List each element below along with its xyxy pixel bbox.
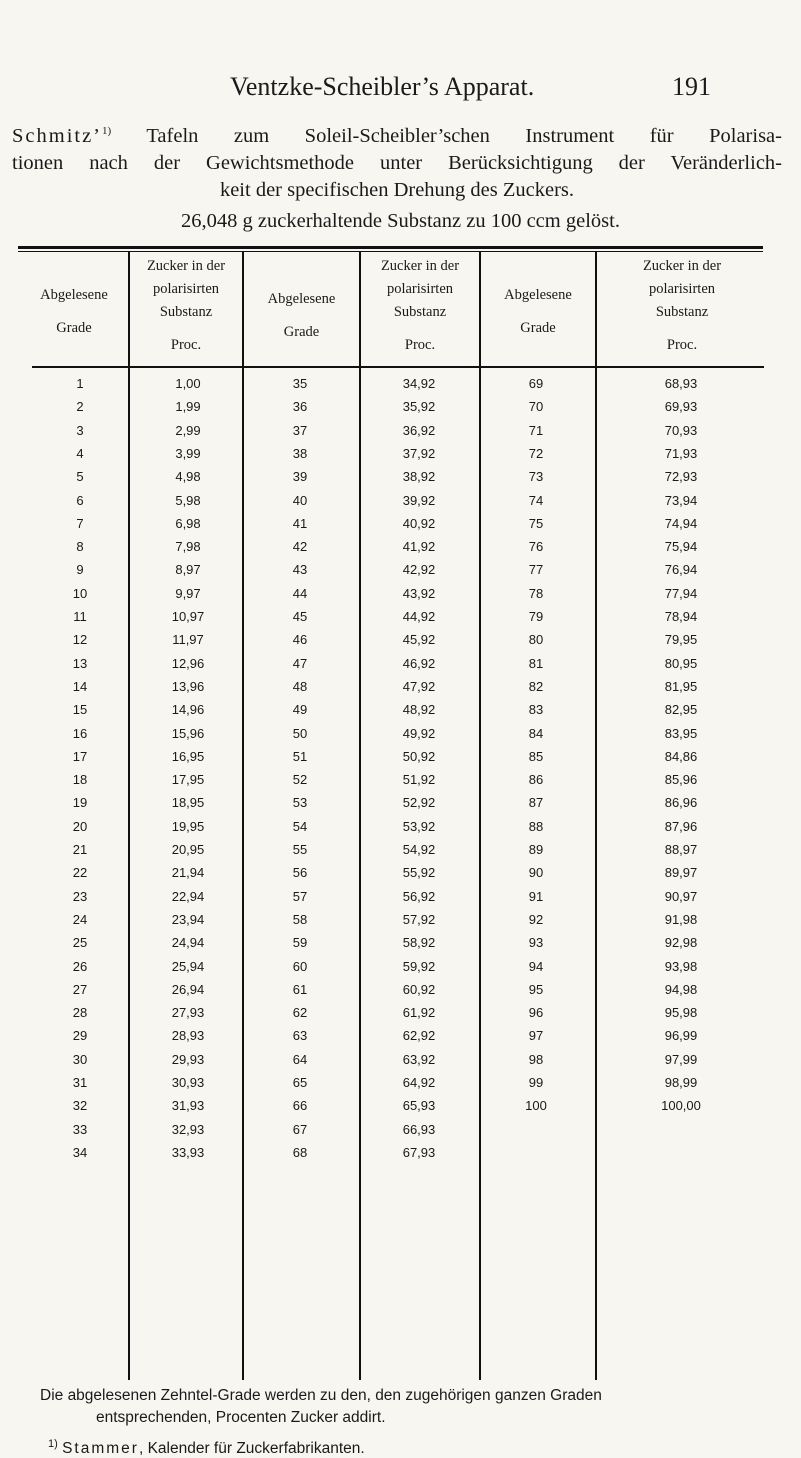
table-cell: 44	[292, 585, 308, 601]
table-cell: 80,95	[664, 655, 698, 671]
table-row	[0, 819, 801, 840]
table-cell: 50	[292, 725, 308, 741]
table-row	[0, 399, 801, 420]
table-cell: 34	[72, 1144, 88, 1160]
table-cell: 32,93	[171, 1121, 205, 1137]
table-cell: 60,92	[402, 981, 436, 997]
table-cell: 3	[76, 422, 84, 438]
table-cell: 13	[72, 655, 88, 671]
table-row	[0, 656, 801, 677]
table-row	[0, 1075, 801, 1096]
table-row	[0, 1028, 801, 1049]
table-cell: 5	[76, 469, 84, 485]
table-row	[0, 1005, 801, 1026]
table-cell: 51,92	[402, 772, 436, 788]
table-row	[0, 912, 801, 933]
table-row	[0, 423, 801, 444]
column-header: Abgelesene Grade	[267, 291, 336, 340]
table-cell: 100	[525, 1098, 547, 1114]
table-cell: 43,92	[402, 585, 436, 601]
table-cell: 45,92	[402, 632, 436, 648]
table-cell: 81,95	[664, 678, 698, 694]
table-cell: 53,92	[402, 818, 436, 834]
table-cell: 56,92	[402, 888, 436, 904]
table-cell: 15,96	[171, 725, 205, 741]
table-cell: 58,92	[402, 935, 436, 951]
table-cell: 10,97	[171, 609, 205, 624]
table-cell: 46	[292, 632, 308, 648]
table-cell: 19	[72, 795, 88, 811]
table-cell: 30,93	[171, 1075, 205, 1090]
table-cell: 100,00	[661, 1098, 701, 1114]
table-cell: 80	[528, 632, 544, 648]
table-cell: 78,94	[664, 609, 698, 624]
table-cell: 57,92	[402, 911, 436, 927]
table-cell: 84,86	[664, 748, 698, 764]
table-row	[0, 772, 801, 793]
table-cell: 73,94	[664, 492, 698, 508]
table-cell: 18	[72, 772, 88, 788]
table-cell: 62	[292, 1005, 308, 1021]
table-cell: 35,92	[402, 399, 436, 415]
table-cell: 3,99	[175, 445, 201, 461]
table-cell: 52,92	[402, 795, 436, 811]
footnote-marker: 1)	[102, 125, 112, 137]
table-cell: 23	[72, 888, 88, 904]
table-cell: 72,93	[664, 469, 698, 485]
table-cell: 39,92	[402, 492, 436, 508]
table-cell: 29	[72, 1028, 88, 1044]
table-cell: 26	[72, 958, 88, 974]
table-cell: 28,93	[171, 1028, 205, 1044]
table-cell: 62,92	[402, 1028, 436, 1044]
table-cell: 68,93	[664, 376, 698, 391]
table-cell: 16	[72, 725, 88, 741]
table-cell: 87,96	[664, 818, 698, 834]
column-header: Zucker in der polarisirten Substanz Proc.	[146, 258, 226, 353]
table-cell: 41,92	[402, 539, 436, 555]
table-row	[0, 586, 801, 607]
table-cell: 6	[76, 492, 84, 508]
table-cell: 75	[528, 515, 544, 531]
table-cell: 81	[528, 655, 544, 671]
intro-paragraph	[12, 118, 782, 204]
table-cell: 18,95	[171, 795, 205, 811]
table-cell: 42,92	[402, 562, 436, 578]
table-cell: 21,94	[171, 865, 205, 881]
table-cell: 77	[528, 562, 544, 578]
table-cell: 43	[292, 562, 308, 578]
table-cell: 79,95	[664, 632, 698, 648]
table-cell: 37,92	[402, 445, 436, 461]
table-cell: 47	[292, 655, 308, 671]
table-cell: 84	[528, 725, 544, 741]
table-cell: 79	[528, 609, 544, 624]
table-cell: 21	[72, 842, 88, 857]
table-cell: 64,92	[402, 1075, 436, 1090]
table-row	[0, 795, 801, 816]
table-cell: 97,99	[664, 1051, 698, 1067]
table-cell: 96,99	[664, 1028, 698, 1044]
table-cell: 82	[528, 678, 544, 694]
table-cell: 31,93	[171, 1098, 205, 1114]
table-cell: 61	[292, 981, 308, 997]
table-cell: 19,95	[171, 818, 205, 834]
table-cell: 63	[292, 1028, 308, 1044]
table-cell: 63,92	[402, 1051, 436, 1067]
table-cell: 22	[72, 865, 88, 881]
table-cell: 42	[292, 539, 308, 555]
table-cell: 45	[292, 609, 308, 624]
table-cell: 65	[292, 1075, 308, 1090]
table-cell: 61,92	[402, 1005, 436, 1021]
table-row	[0, 935, 801, 956]
table-cell: 64	[292, 1051, 308, 1067]
table-cell: 56	[292, 865, 308, 881]
table-cell: 25,94	[171, 958, 205, 974]
table-cell: 17,95	[171, 772, 205, 788]
table-cell: 38,92	[402, 469, 436, 485]
table-cell: 91	[528, 888, 544, 904]
table-cell: 7,98	[175, 539, 201, 555]
table-cell: 65,93	[402, 1098, 436, 1114]
table-cell: 36	[292, 399, 308, 415]
table-cell: 46,92	[402, 655, 436, 671]
table-cell: 93,98	[664, 958, 698, 974]
table-cell: 4,98	[175, 469, 201, 485]
table-cell: 78	[528, 585, 544, 601]
table-cell: 98	[528, 1051, 544, 1067]
table-row	[0, 1122, 801, 1143]
table-cell: 32	[72, 1098, 88, 1114]
table-cell: 69,93	[664, 399, 698, 415]
table-row	[0, 702, 801, 723]
table-cell: 33	[72, 1121, 88, 1137]
table-cell: 22,94	[171, 888, 205, 904]
table-cell: 34,92	[402, 376, 436, 391]
table-cell: 67	[292, 1121, 308, 1137]
table-top-rule	[18, 246, 763, 249]
table-row	[0, 1098, 801, 1119]
table-cell: 49,92	[402, 725, 436, 741]
table-cell: 83	[528, 702, 544, 718]
table-cell: 24	[72, 911, 88, 927]
table-cell: 86,96	[664, 795, 698, 811]
table-cell: 1,99	[175, 399, 201, 415]
table-cell: 25	[72, 935, 88, 951]
table-row	[0, 376, 801, 397]
intro-author: Schmitz’	[12, 124, 103, 147]
table-cell: 89,97	[664, 865, 698, 881]
table-cell: 47,92	[402, 678, 436, 694]
table-cell: 90,97	[664, 888, 698, 904]
table-cell: 73	[528, 469, 544, 485]
table-row	[0, 726, 801, 747]
table-cell: 87	[528, 795, 544, 811]
table-note: Die abgelesenen Zehntel-Grade werden zu den, den zugehörigen ganzen Graden entsprechenden, Procenten Zucker addirt.	[40, 1387, 602, 1426]
table-cell: 70	[528, 399, 544, 415]
table-cell: 51	[292, 748, 308, 764]
table-cell: 75,94	[664, 539, 698, 555]
table-subtitle: 26,048 g zuckerhaltende Substanz zu 100 ccm gelöst.	[181, 210, 620, 232]
column-header: Zucker in der polarisirten Substanz Proc.	[642, 258, 722, 353]
page-number: 191	[672, 72, 711, 101]
table-cell: 96	[528, 1005, 544, 1021]
page-title: Ventzke-Scheibler’s Apparat.	[230, 72, 535, 101]
table-row	[0, 446, 801, 467]
table-cell: 58	[292, 911, 308, 927]
table-cell: 59	[292, 935, 308, 951]
table-cell: 10	[72, 585, 88, 601]
table-cell: 36,92	[402, 422, 436, 438]
table-row	[0, 539, 801, 560]
table-cell: 86	[528, 772, 544, 788]
table-cell: 12,96	[171, 655, 205, 671]
table-cell: 30	[72, 1051, 88, 1067]
table-cell: 92,98	[664, 935, 698, 951]
table-cell: 95,98	[664, 1005, 698, 1021]
table-cell: 9	[76, 562, 84, 578]
table-cell: 29,93	[171, 1051, 205, 1067]
table-cell: 50,92	[402, 748, 436, 764]
table-cell: 72	[528, 445, 544, 461]
table-cell: 94,98	[664, 981, 698, 997]
table-cell: 59,92	[402, 958, 436, 974]
table-cell: 93	[528, 935, 544, 951]
table-row	[0, 1145, 801, 1166]
table-cell: 20,95	[171, 842, 205, 857]
table-cell: 97	[528, 1028, 544, 1044]
table-row	[0, 842, 801, 863]
table-cell: 53	[292, 795, 308, 811]
table-row	[0, 516, 801, 537]
table-row	[0, 1052, 801, 1073]
table-cell: 4	[76, 445, 84, 461]
table-cell: 28	[72, 1005, 88, 1021]
table-cell: 27,93	[171, 1005, 205, 1021]
table-cell: 26,94	[171, 981, 205, 997]
table-cell: 90	[528, 865, 544, 881]
table-cell: 98,99	[664, 1075, 698, 1090]
table-cell: 41	[292, 515, 308, 531]
table-cell: 55	[292, 842, 308, 857]
table-row	[0, 493, 801, 514]
header-bottom-rule	[32, 366, 764, 368]
table-cell: 82,95	[664, 702, 698, 718]
table-cell: 76	[528, 539, 544, 555]
table-cell: 54	[292, 818, 308, 834]
table-cell: 8	[76, 539, 84, 555]
table-cell: 37	[292, 422, 308, 438]
table-cell: 52	[292, 772, 308, 788]
table-row	[0, 749, 801, 770]
table-cell: 76,94	[664, 562, 698, 578]
table-cell: 92	[528, 911, 544, 927]
table-row	[0, 469, 801, 490]
table-cell: 66,93	[402, 1121, 436, 1137]
table-cell: 8,97	[175, 562, 201, 578]
table-cell: 83,95	[664, 725, 698, 741]
table-cell: 77,94	[664, 585, 698, 601]
table-cell: 94	[528, 958, 544, 974]
table-cell: 6,98	[175, 515, 201, 531]
intro-line2: tionen nach der Gewichtsmethode unter Berücksichtigung der Veränderlich-	[12, 151, 782, 174]
table-cell: 23,94	[171, 911, 205, 927]
table-row	[0, 562, 801, 583]
table-cell: 14,96	[171, 702, 205, 718]
table-cell: 85	[528, 748, 544, 764]
table-cell: 74,94	[664, 515, 698, 531]
table-row	[0, 959, 801, 980]
table-cell: 57	[292, 888, 308, 904]
table-cell: 11	[73, 609, 87, 624]
intro-line3: keit der specifischen Drehung des Zuckers.	[219, 178, 575, 201]
table-cell: 14	[72, 678, 88, 694]
table-cell: 9,97	[175, 585, 201, 601]
table-cell: 89	[528, 842, 544, 857]
table-row	[0, 632, 801, 653]
table-cell: 35	[292, 376, 308, 391]
table-cell: 49	[292, 702, 308, 718]
table-cell: 31	[72, 1075, 88, 1090]
table-cell: 33,93	[171, 1144, 205, 1160]
table-row	[0, 679, 801, 700]
column-header: Abgelesene Grade	[40, 287, 108, 336]
table-cell: 1,00	[175, 376, 201, 391]
table-cell: 71	[528, 422, 544, 438]
table-cell: 91,98	[664, 911, 698, 927]
table-cell: 17	[72, 748, 88, 764]
table-cell: 38	[292, 445, 308, 461]
table-cell: 44,92	[402, 609, 436, 624]
table-cell: 60	[292, 958, 308, 974]
table-cell: 5,98	[175, 492, 201, 508]
table-cell: 24,94	[171, 935, 205, 951]
table-cell: 13,96	[171, 678, 205, 694]
table-row	[0, 609, 801, 630]
table-cell: 20	[72, 818, 88, 834]
table-cell: 54,92	[402, 842, 436, 857]
intro-line1: Tafeln zum Soleil-Scheibler’schen Instrument für Polarisa-	[146, 124, 782, 147]
table-row	[0, 865, 801, 886]
table-cell: 68	[292, 1144, 308, 1160]
table-cell: 7	[76, 515, 84, 531]
table-cell: 55,92	[402, 865, 436, 881]
table-cell: 70,93	[664, 422, 698, 438]
table-cell: 11,97	[172, 632, 204, 648]
table-cell: 69	[528, 376, 544, 391]
table-cell: 40	[292, 492, 308, 508]
table-row	[0, 982, 801, 1003]
footnote: $^{1)}$ Stammer, Kalender für Zuckerfabrikanten.	[48, 1438, 365, 1458]
table-cell: 95	[528, 981, 544, 997]
table-cell: 71,93	[664, 445, 698, 461]
table-cell: 16,95	[171, 748, 205, 764]
table-cell: 88,97	[664, 842, 698, 857]
column-header: Abgelesene Grade	[504, 287, 572, 336]
table-cell: 74	[528, 492, 544, 508]
table-cell: 48	[292, 678, 308, 694]
table-cell: 39	[292, 469, 308, 485]
table-cell: 48,92	[402, 702, 436, 718]
table-row	[0, 889, 801, 910]
table-cell: 27	[72, 981, 88, 997]
table-cell: 85,96	[664, 772, 698, 788]
table-cell: 67,93	[402, 1144, 436, 1160]
table-cell: 15	[72, 702, 88, 718]
column-header: Zucker in der polarisirten Substanz Proc.	[380, 258, 460, 353]
table-cell: 2,99	[175, 422, 201, 438]
table-cell: 66	[292, 1098, 308, 1114]
table-cell: 40,92	[402, 515, 436, 531]
table-cell: 12	[72, 632, 88, 648]
table-cell: 99	[528, 1075, 544, 1090]
table-cell: 1	[76, 376, 84, 391]
table-cell: 88	[528, 818, 544, 834]
table-cell: 2	[76, 399, 84, 415]
